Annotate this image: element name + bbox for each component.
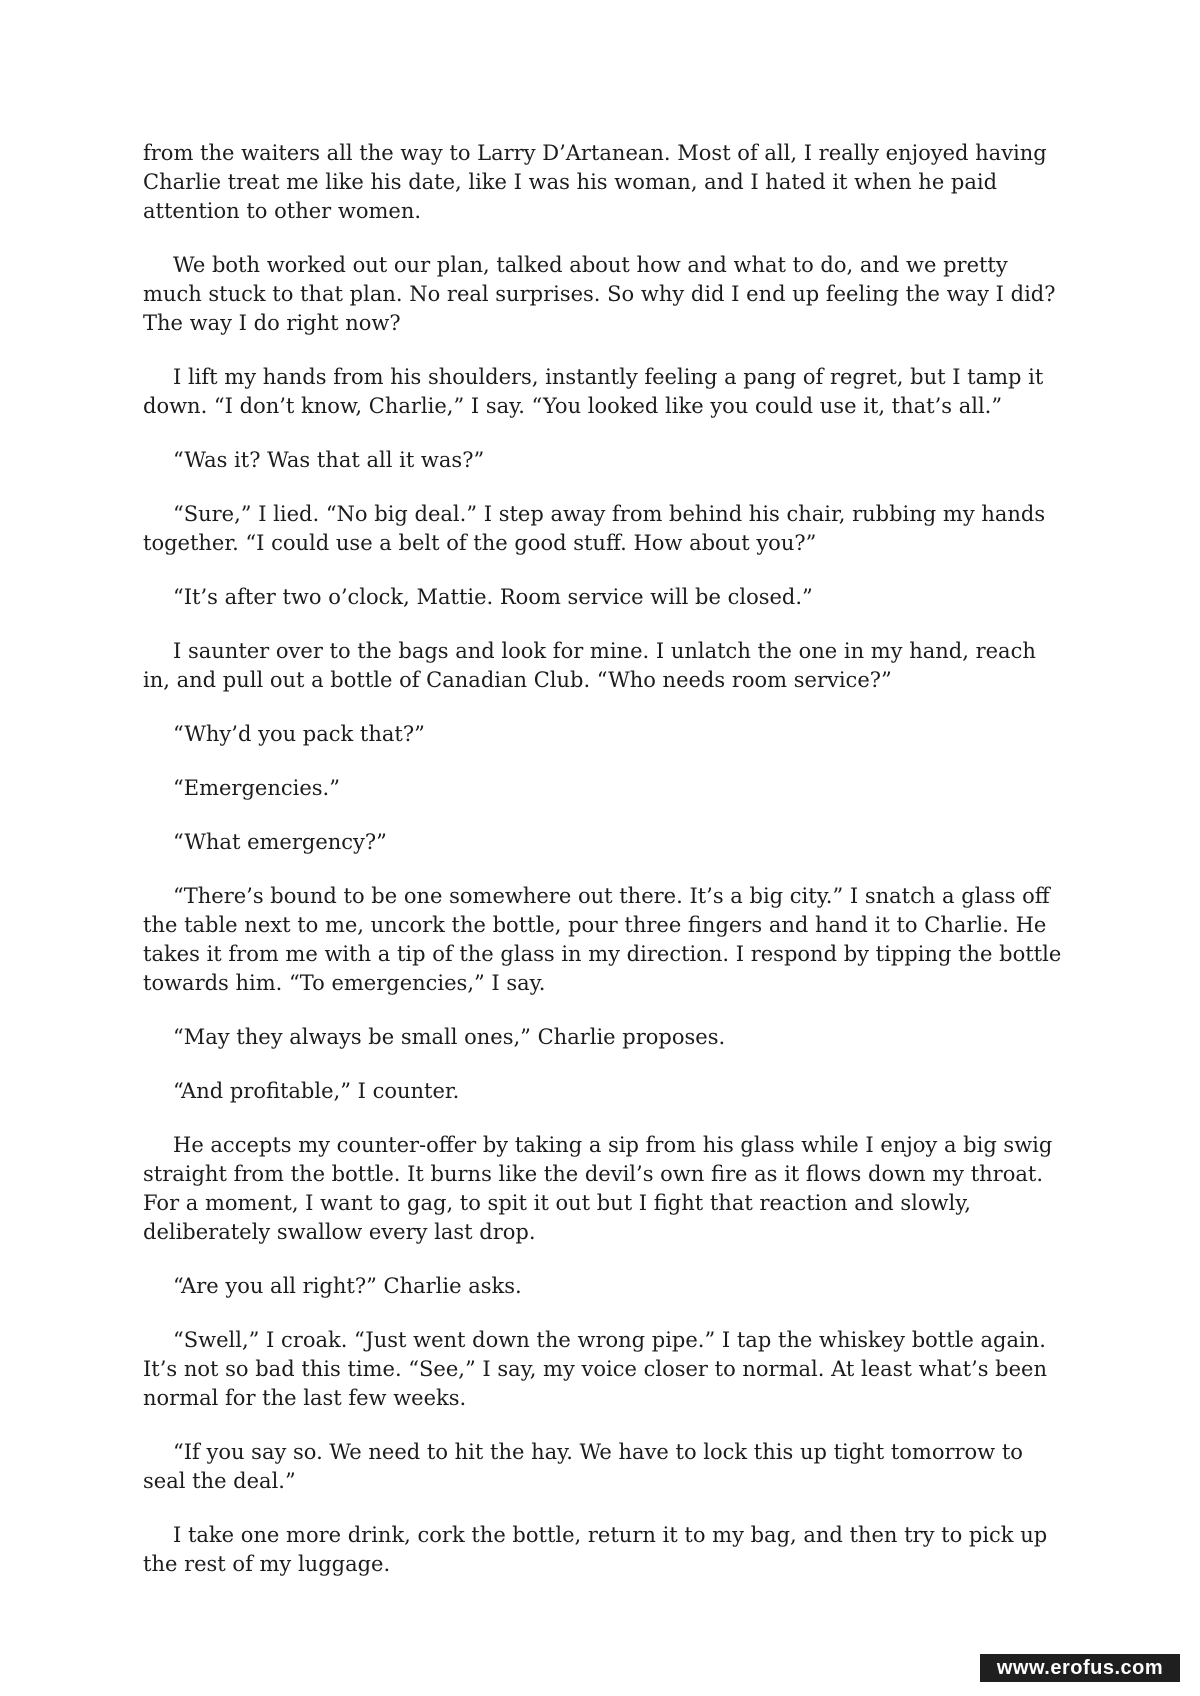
paragraph-9: “Emergencies.” <box>173 776 340 800</box>
page-text <box>143 139 1068 1604</box>
paragraph-7: I saunter over to the bags and look for mine. I unlatch the one in my hand, reach in, and pull out a bottle of Canadian Club. “Who needs room service?” <box>143 639 1036 692</box>
watermark: www.erofus.com <box>980 1654 1180 1682</box>
paragraph-5: “Sure,” I lied. “No big deal.” I step away from behind his chair, rubbing my hands together. “I could use a belt of the good stuff. How about you?” <box>143 502 1046 555</box>
paragraph-6: “It’s after two o’clock, Mattie. Room service will be closed.” <box>173 585 813 609</box>
paragraph-17: “If you say so. We need to hit the hay. We have to lock this up tight tomorrow to seal the deal.” <box>143 1440 1023 1493</box>
paragraph-3: I lift my hands from his shoulders, instantly feeling a pang of regret, but I tamp it down. “I don’t know, Charlie,” I say. “You looked like you could use it, that’s all.” <box>143 365 1044 418</box>
paragraph-12: “May they always be small ones,” Charlie proposes. <box>173 1025 726 1049</box>
paragraph-1: from the waiters all the way to Larry D’Artanean. Most of all, I really enjoyed having Charlie treat me like his date, like I was his woman, and I hated it when he paid attention to other women. <box>143 141 1047 223</box>
paragraph-18: I take one more drink, cork the bottle, return it to my bag, and then try to pick up the rest of my luggage. <box>143 1523 1048 1576</box>
paragraph-14: He accepts my counter-offer by taking a sip from his glass while I enjoy a big swig straight from the bottle. It burns like the devil’s own fire as it flows down my throat. For a moment, I want to gag, to spit it out but I fight that reaction and slowly, deliberately swallow every last drop. <box>143 1133 1053 1244</box>
paragraph-2: We both worked out our plan, talked about how and what to do, and we pretty much stuck to that plan. No real surprises. So why did I end up feeling the way I did? The way I do right now? <box>143 253 1056 335</box>
paragraph-15: “Are you all right?” Charlie asks. <box>173 1274 522 1298</box>
paragraph-10: “What emergency?” <box>173 830 387 854</box>
paragraph-16: “Swell,” I croak. “Just went down the wrong pipe.” I tap the whiskey bottle again. It’s not so bad this time. “See,” I say, my voice closer to normal. At least what’s been normal for the last few weeks. <box>143 1328 1047 1410</box>
paragraph-13: “And profitable,” I counter. <box>173 1079 460 1103</box>
paragraph-8: “Why’d you pack that?” <box>173 722 425 746</box>
paragraph-11: “There’s bound to be one somewhere out there. It’s a big city.” I snatch a glass off the table next to me, uncork the bottle, pour three fingers and hand it to Charlie. He takes it from me with a tip of the glass in my direction. I respond by tipping the bottle towards him. “To emergencies,” I say. <box>143 884 1062 995</box>
paragraph-4: “Was it? Was that all it was?” <box>173 448 485 472</box>
